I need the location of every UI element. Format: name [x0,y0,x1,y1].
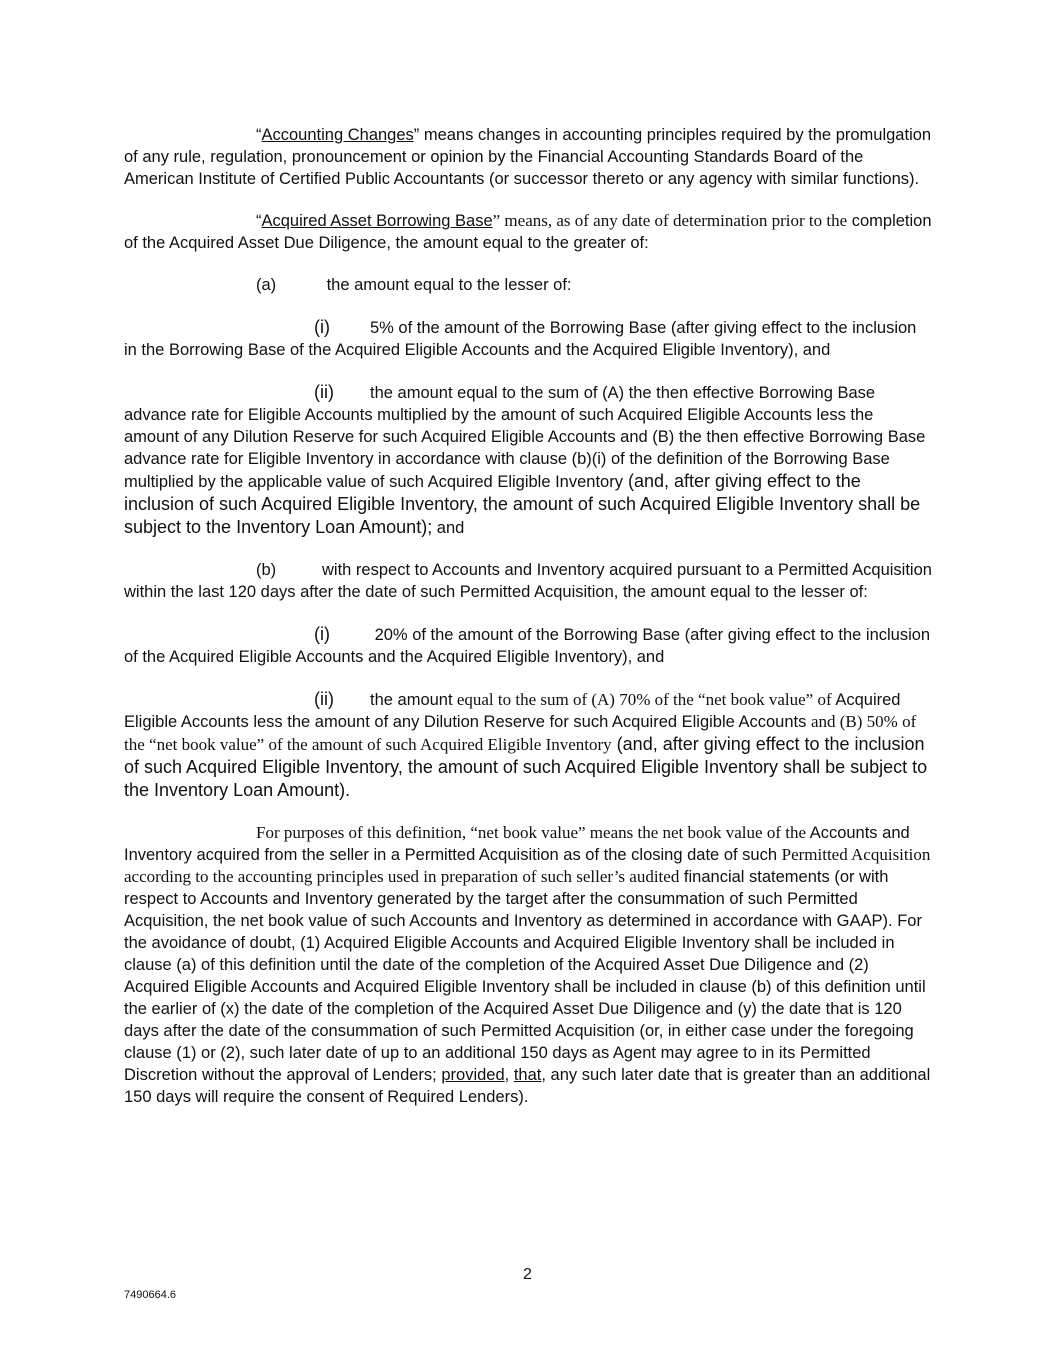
clause-label: (a) [256,276,277,294]
document-id: 7490664.6 [124,1289,176,1301]
defined-term: Acquired Asset Borrowing Base [261,212,493,230]
clause-trailer: and [432,519,465,537]
net-book-value-paragraph [124,822,932,1108]
definition-text: completion of the Acquired Asset Due Diligence, the amount equal to the greater of: [124,212,932,252]
clause-label: (b) [256,561,277,579]
clause-label: (i) [314,624,330,644]
open-quote: “ [256,126,262,144]
definition-acquired-asset-borrowing-base [124,210,932,254]
clause-text: the amount equal to the sum of (A) the then effective Borrowing Base advance rate for Eligible Accounts multiplied by the amount of such Acquired Eligible Accounts less the amount of any Dilution Reserve for such Acquired Eligible Accounts and (B) the then effective Borrowing Base advance rate for Eligible Inventory in accordance with clause (b)(i) of the definition of the Borrowing Base multiplied by the applicable value of such Acquired Eligible Inventory [124,384,926,491]
provided-term: provided [441,1066,505,1084]
clause-label: (i) [314,317,330,337]
page-number: 2 [523,1266,532,1283]
that-term: that [513,1066,542,1084]
paragraph-text-serif: For purposes of this definition, “net book value” means the net book value of the [256,823,807,842]
clause-label: (ii) [314,382,334,402]
clause-text: with respect to Accounts and Inventory acquired pursuant to a Permitted Acquisition within the last 120 days after the date of such Permitted Acquisition, the amount equal to the lesser of: [124,561,932,601]
clause-a [124,274,932,296]
clause-text: Acquired Eligible Accounts less the amount of any Dilution Reserve for such Acquired Eligible Accounts [124,691,901,731]
definition-text: ” means changes in accounting principles required by the promulgation of any rule, regulation, pronouncement or opinion by the Financial Accounting Standards Board of the American Institute of Certified Public Accountants (or successor thereto or any agency with similar functions). [124,126,932,188]
definition-text-serif: ” means, as of any date of determination prior to the [492,211,848,230]
clause-text: 20% of the amount of the Borrowing Base (after giving effect to the inclusion of the Acquired Eligible Accounts and the Acquired Eligible Inventory), and [124,626,931,666]
paragraph-text: , any such later date that is greater than an additional 150 days will require the consent of Required Lenders). [124,1066,931,1106]
clause-text: the amount [370,691,453,709]
definition-accounting-changes [124,124,932,190]
clause-label: (ii) [314,689,334,709]
clause-b [124,559,932,603]
clause-text-serif: equal to the sum of (A) 70% of the “net book value” of [452,690,832,709]
clause-b-i [124,623,932,668]
paragraph-text: financial statements (or with respect to Accounts and Inventory generated by the target after the consummation of such Permitted Acquisition, the net book value of such Accounts and Inventory as determined in accordance with GAAP). For the avoidance of doubt, (1) Acquired Eligible Accounts and Acquired Eligible Inventory shall be included in clause (a) of this definition until the date of the completion of the Acquired Asset Due Diligence and (2) Acquired Eligible Accounts and Acquired Eligible Inventory shall be included in clause (b) of this definition until the earlier of (x) the date of the completion of the Acquired Asset Due Diligence and (y) the date that is 120 days after the date of the consummation of such Permitted Acquisition (or, in either case under the foregoing clause (1) or (2), such later date of up to an additional 150 days as Agent may agree to in its Permitted Discretion without the approval of Lenders; [124,868,926,1084]
clause-text: the amount equal to the lesser of: [322,276,572,294]
open-quote: “ [256,212,262,230]
clause-text-large: (and, after giving effect to the inclusion of such Acquired Eligible Inventory, the amount of such Acquired Eligible Inventory shall be subject to the Inventory Loan Amount). [124,734,928,800]
paragraph-text-serif: Permitted Acquisition according to the accounting principles used in preparation of such seller’s audited [124,845,931,886]
clause-text: 5% of the amount of the Borrowing Base (after giving effect to the inclusion in the Borrowing Base of the Acquired Eligible Accounts and the Acquired Eligible Inventory), and [124,319,917,359]
document-body [124,124,932,1108]
defined-term: Accounting Changes [261,126,414,144]
clause-b-ii [124,688,932,802]
clause-a-ii [124,381,932,539]
comma: , [504,1066,514,1084]
clause-text-large: (and, after giving effect to the inclusion of such Acquired Eligible Inventory, the amount of such Acquired Eligible Inventory shall be subject to the Inventory Loan Amount); [124,471,921,537]
clause-a-i [124,316,932,361]
clause-text-serif: and (B) 50% of the “net book value” of the amount of such Acquired Eligible Inventory [124,712,917,754]
paragraph-text: Accounts and Inventory acquired from the seller in a Permitted Acquisition as of the closing date of such [124,824,910,864]
